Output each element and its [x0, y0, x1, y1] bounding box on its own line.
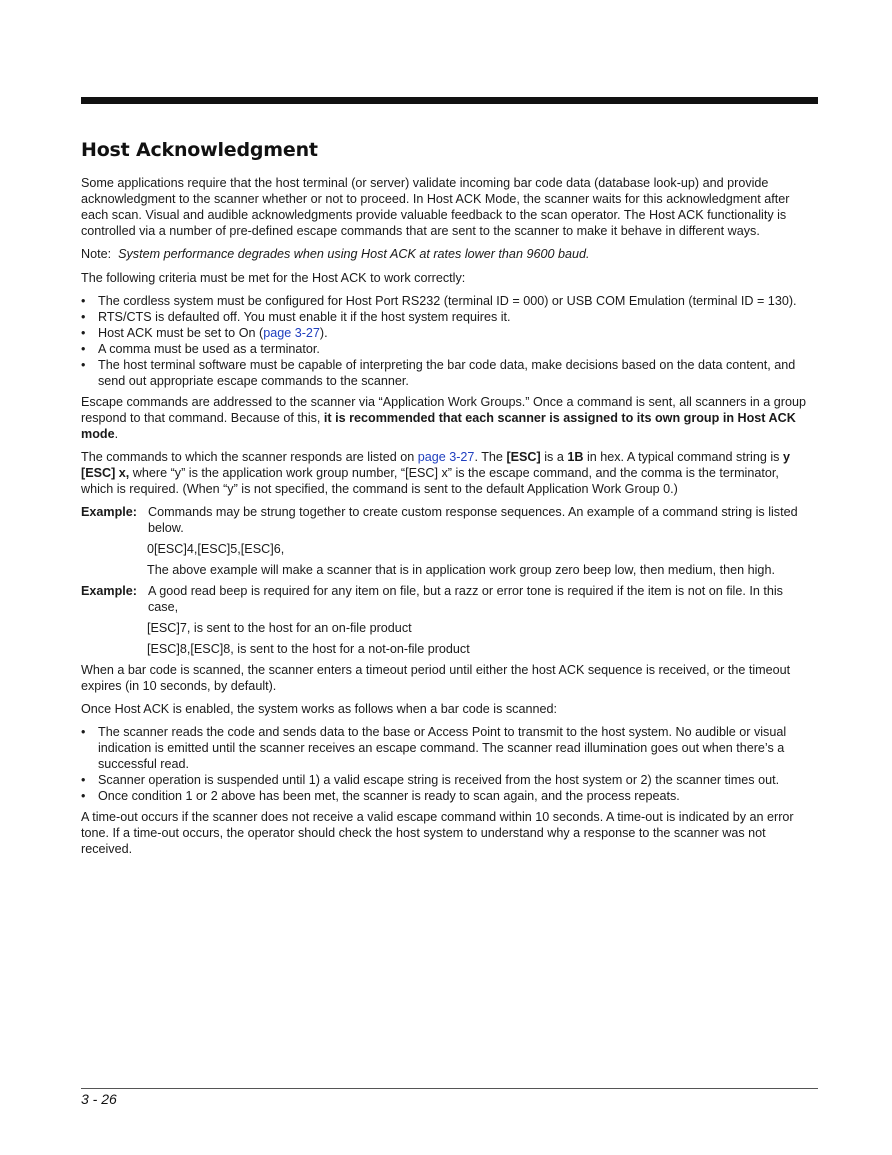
works-list	[81, 724, 814, 804]
page-content	[81, 138, 814, 864]
note-text: System performance degrades when using Host ACK at rates lower than 9600 baud.	[118, 247, 590, 261]
timeout-intro: When a bar code is scanned, the scanner enters a timeout period until either the host ACK sequence is received, or the timeout expires (in 10 seconds, by default).	[81, 663, 791, 693]
intro-paragraph: Some applications require that the host terminal (or server) validate incoming bar code data (database look-up) and provide acknowledgment to the scanner whether or not to proceed. In Host ACK Mode, the scanner waits for this acknowledgment after each scan. Visual and audible acknowledgments provide valuable feedback to the scan operator. The Host ACK functionality is controlled via a number of pre-defined escape commands that are sent to the scanner to make it behave in different ways.	[81, 176, 790, 238]
header-rule	[81, 97, 818, 104]
page-number: 3 - 26	[81, 1091, 117, 1107]
example-label: Example:	[81, 505, 137, 519]
footer-rule	[81, 1088, 818, 1089]
example-line: [ESC]8,[ESC]8, is sent to the host for a not-on-file product	[147, 642, 470, 656]
list-item: • The scanner reads the code and sends data to the base or Access Point to transmit to the host system. No audible or visual indication is emitted until the scanner receives an escape command. The scanner read illumination goes out when there’s a successful read.	[81, 724, 814, 772]
commands-text: The commands to which the scanner responds are listed on	[81, 450, 418, 464]
commands-bold: [ESC]	[506, 450, 541, 464]
list-item-text: ).	[319, 326, 328, 340]
commands-text: in hex. A typical command string is	[583, 450, 783, 464]
escape-paragraph	[81, 394, 814, 442]
list-item: • Scanner operation is suspended until 1) a valid escape string is received from the host system or 2) the scanner times out.	[81, 772, 814, 788]
escape-text: .	[114, 427, 119, 441]
example-code: 0[ESC]4,[ESC]5,[ESC]6,	[147, 542, 285, 556]
example-line: [ESC]7, is sent to the host for an on-file product	[147, 621, 412, 635]
section-title: Host Acknowledgment	[81, 139, 318, 161]
example-text: A good read beep is required for any item on file, but a razz or error tone is required if the item is not on file. In this case,	[148, 584, 783, 614]
escape-text: Escape commands are addressed to the scanner via “Application Work Groups.” Once a command is sent, all scanners in a group respond to that command. Because of this,	[81, 395, 806, 425]
example-text: Commands may be strung together to create custom response sequences. An example of a command string is listed below.	[148, 505, 798, 535]
list-item-text: Host ACK must be set to On (	[98, 326, 264, 340]
list-item	[81, 325, 814, 341]
page-link[interactable]: page 3-27	[417, 450, 475, 464]
note-label: Note:	[81, 247, 112, 261]
timeout-paragraph: A time-out occurs if the scanner does not receive a valid escape command within 10 seconds. A time-out is indicated by an error tone. If a time-out occurs, the operator should check the host system to understand why a response to the scanner was not received.	[81, 810, 794, 856]
list-item: • RTS/CTS is defaulted off. You must enable it if the host system requires it.	[81, 309, 814, 325]
list-item: • The host terminal software must be capable of interpreting the bar code data, make decisions based on the data content, and send out appropriate escape commands to the scanner.	[81, 357, 814, 389]
example-2	[81, 583, 814, 615]
commands-text: where “y” is the application work group number, “[ESC] x” is the escape command, and the comma is the terminator, which is required. (When “y” is not specified, the command is sent to the default Application Work Group 0.)	[81, 466, 779, 496]
list-item: • A comma must be used as a terminator.	[81, 341, 814, 357]
commands-text: is a	[540, 450, 568, 464]
list-item: • The cordless system must be configured for Host Port RS232 (terminal ID = 000) or USB COM Emulation (terminal ID = 130).	[81, 293, 814, 309]
commands-bold: 1B	[567, 450, 584, 464]
example-explanation: The above example will make a scanner that is in application work group zero beep low, then medium, then high.	[147, 563, 775, 577]
escape-bold: it is recommended that each scanner is assigned to its own group in Host ACK mode	[81, 411, 796, 441]
commands-paragraph	[81, 449, 814, 497]
criteria-list	[81, 293, 814, 389]
note	[81, 246, 814, 262]
example-1	[81, 504, 814, 536]
criteria-intro: The following criteria must be met for the Host ACK to work correctly:	[81, 271, 466, 285]
works-intro: Once Host ACK is enabled, the system works as follows when a bar code is scanned:	[81, 702, 557, 716]
list-item: • Once condition 1 or 2 above has been met, the scanner is ready to scan again, and the process repeats.	[81, 788, 814, 804]
commands-bold: y [ESC] x,	[81, 450, 790, 480]
example-label: Example:	[81, 584, 137, 598]
page-link[interactable]: page 3-27	[263, 326, 320, 340]
commands-text: . The	[474, 450, 507, 464]
